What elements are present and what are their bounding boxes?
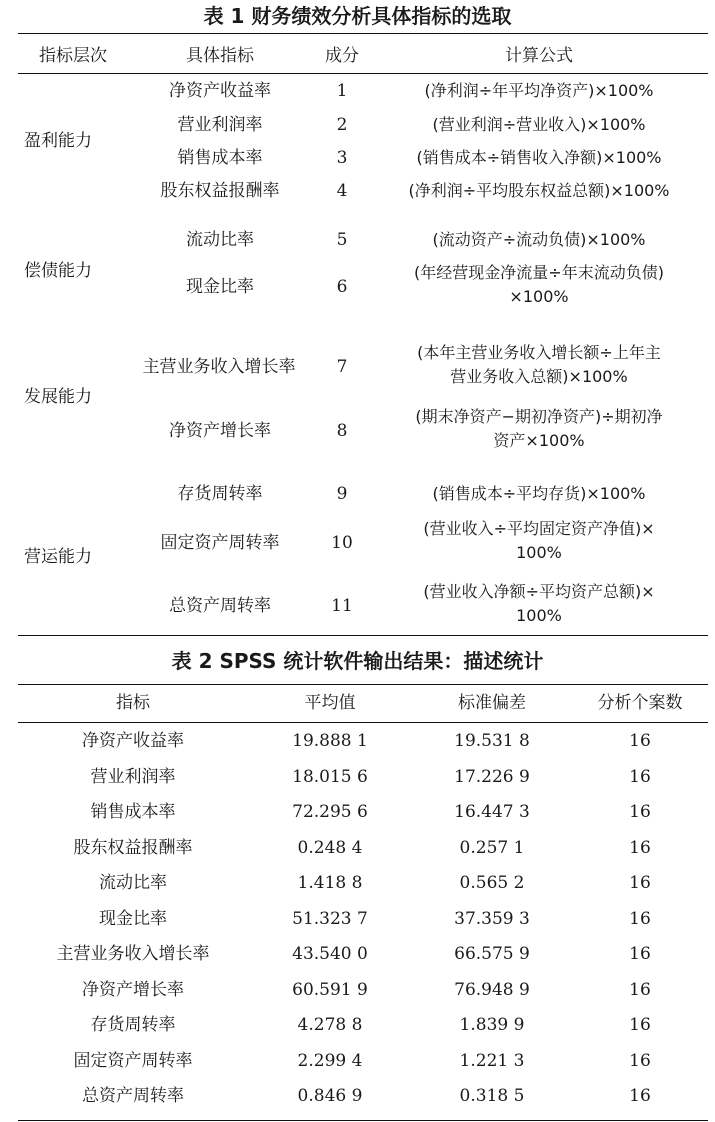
table1-row-component: 7 — [336, 357, 348, 377]
table1-row-indicator: 固定资产周转率 — [160, 533, 280, 553]
table1-row-formula — [372, 580, 706, 628]
formula-line: ×100% — [509, 287, 569, 306]
formula-line: 100% — [516, 606, 562, 625]
table2-row-sd: 76.948 9 — [454, 979, 530, 1000]
table2-bottom-rule — [18, 1120, 708, 1121]
table2-row-count: 16 — [629, 1015, 651, 1035]
table2-row-mean: 0.846 9 — [297, 1086, 363, 1106]
table2-row-name: 现金比率 — [99, 908, 167, 929]
table2-header-count: 分析个案数 — [597, 693, 683, 713]
formula-line: (本年主营业务收入增长额÷上年主 — [417, 343, 661, 362]
table2-row-mean: 18.015 6 — [292, 766, 368, 787]
table2-row-sd: 1.221 3 — [459, 1050, 525, 1071]
table1-row-formula: (流动资产÷流动负债)×100% — [432, 230, 646, 249]
table1-row-component: 9 — [336, 484, 348, 504]
table1-group-operation: 营运能力 — [24, 547, 92, 567]
table2-row-sd: 1.839 9 — [459, 1015, 525, 1035]
table2-row-count: 16 — [629, 802, 651, 822]
table1-group-solvency: 偿债能力 — [24, 261, 92, 281]
table1-row-formula — [372, 405, 706, 453]
table1-group-development: 发展能力 — [24, 387, 92, 407]
table1-row-formula: (净利润÷平均股东权益总额)×100% — [408, 181, 670, 200]
table2-row-count: 16 — [629, 944, 651, 964]
table1-row-indicator: 主营业务收入增长率 — [142, 357, 296, 377]
formula-line: (营业收入净额÷平均资产总额)× — [423, 582, 655, 601]
table1-row-component: 11 — [331, 596, 353, 616]
table2-row-mean: 43.540 0 — [292, 944, 368, 964]
formula-line: (营业收入÷平均固定资产净值)× — [423, 519, 655, 538]
table2-row-mean: 0.248 4 — [297, 837, 363, 858]
table1-row-component: 2 — [336, 115, 348, 135]
table2-row-sd: 0.565 2 — [459, 873, 525, 893]
formula-line: 营业务收入总额)×100% — [450, 367, 628, 386]
table2-row-sd: 17.226 9 — [454, 766, 530, 787]
table2-row-name: 销售成本率 — [90, 802, 176, 822]
table1-row-formula — [372, 517, 706, 565]
table1-row-indicator: 营业利润率 — [177, 115, 263, 135]
table1-header-rule — [18, 73, 708, 74]
table1-header-formula: 计算公式 — [505, 46, 573, 66]
table2-row-mean: 51.323 7 — [292, 908, 368, 929]
table2-row-mean: 19.888 1 — [292, 731, 368, 751]
table1-row-indicator: 存货周转率 — [177, 484, 263, 504]
table1-row-indicator: 净资产增长率 — [169, 421, 271, 441]
table2-row-name: 净资产收益率 — [82, 731, 184, 751]
formula-line: 100% — [516, 543, 562, 562]
table2-top-rule — [18, 684, 708, 685]
table1-row-formula — [372, 261, 706, 309]
table1-header-level: 指标层次 — [39, 46, 107, 66]
table1-row-component: 5 — [336, 230, 348, 250]
table2-row-sd: 0.318 5 — [459, 1086, 525, 1106]
table1-row-component: 3 — [336, 148, 348, 168]
table1-row-formula: (营业利润÷营业收入)×100% — [432, 115, 646, 134]
table1-top-rule — [18, 33, 708, 34]
table1-row-formula: (销售成本÷销售收入净额)×100% — [416, 148, 662, 167]
table2-row-count: 16 — [629, 1050, 651, 1071]
table2-header-indicator: 指标 — [116, 693, 150, 713]
table2-row-name: 主营业务收入增长率 — [56, 944, 210, 964]
table1-row-component: 6 — [336, 277, 348, 297]
table1-row-formula — [372, 341, 706, 389]
table2-row-count: 16 — [629, 1086, 651, 1106]
table2-row-name: 流动比率 — [99, 873, 167, 893]
table2-row-sd: 0.257 1 — [459, 837, 525, 858]
table2-row-mean: 4.278 8 — [297, 1015, 363, 1035]
table1-row-indicator: 现金比率 — [186, 277, 254, 297]
formula-line: (期末净资产−期初净资产)÷期初净 — [415, 407, 663, 426]
table2-row-count: 16 — [629, 766, 651, 787]
table1-row-indicator: 销售成本率 — [177, 148, 263, 168]
formula-line: 资产×100% — [493, 431, 585, 450]
table1-row-formula: (净利润÷年平均净资产)×100% — [424, 81, 654, 100]
table2-row-count: 16 — [629, 908, 651, 929]
table2-row-name: 净资产增长率 — [82, 979, 184, 1000]
table2-row-sd: 37.359 3 — [454, 908, 530, 929]
table2-header-sd: 标准偏差 — [458, 693, 526, 713]
table1-row-indicator: 总资产周转率 — [169, 596, 271, 616]
table2-row-sd: 16.447 3 — [454, 802, 530, 822]
table2-row-mean: 60.591 9 — [292, 979, 368, 1000]
table1-row-component: 1 — [336, 81, 348, 101]
table1-header-component: 成分 — [325, 46, 359, 66]
table2-row-sd: 66.575 9 — [454, 944, 530, 964]
table1-group-profitability: 盈利能力 — [24, 131, 92, 151]
table2-row-count: 16 — [629, 979, 651, 1000]
table1-row-indicator: 净资产收益率 — [169, 81, 271, 101]
table2-row-name: 总资产周转率 — [82, 1086, 184, 1106]
table2-row-name: 营业利润率 — [90, 766, 176, 787]
formula-line: (年经营现金净流量÷年末流动负债) — [414, 263, 664, 282]
table1-row-component: 4 — [336, 181, 348, 201]
table2-row-mean: 1.418 8 — [297, 873, 363, 893]
table1-header-indicator: 具体指标 — [186, 46, 254, 66]
table2-row-sd: 19.531 8 — [454, 731, 530, 751]
table1-row-indicator: 股东权益报酬率 — [160, 181, 280, 201]
table2-row-mean: 72.295 6 — [292, 802, 368, 822]
table2-row-count: 16 — [629, 731, 651, 751]
table1-row-component: 8 — [336, 421, 348, 441]
table2-row-count: 16 — [629, 837, 651, 858]
table2-row-mean: 2.299 4 — [297, 1050, 363, 1071]
table1-row-component: 10 — [331, 533, 353, 553]
table2-header-rule — [18, 722, 708, 723]
table2-header-mean: 平均值 — [304, 693, 356, 713]
table1-title: 表 1 财务绩效分析具体指标的选取 — [203, 4, 512, 28]
table2-row-name: 固定资产周转率 — [73, 1050, 193, 1071]
table2-title: 表 2 SPSS 统计软件输出结果：描述统计 — [171, 649, 544, 673]
table1-bottom-rule — [18, 635, 708, 636]
table2-row-name: 股东权益报酬率 — [73, 837, 193, 858]
table1-row-formula: (销售成本÷平均存货)×100% — [432, 484, 646, 503]
table2-row-count: 16 — [629, 873, 651, 893]
table2-row-name: 存货周转率 — [90, 1015, 176, 1035]
table1-row-indicator: 流动比率 — [186, 230, 254, 250]
